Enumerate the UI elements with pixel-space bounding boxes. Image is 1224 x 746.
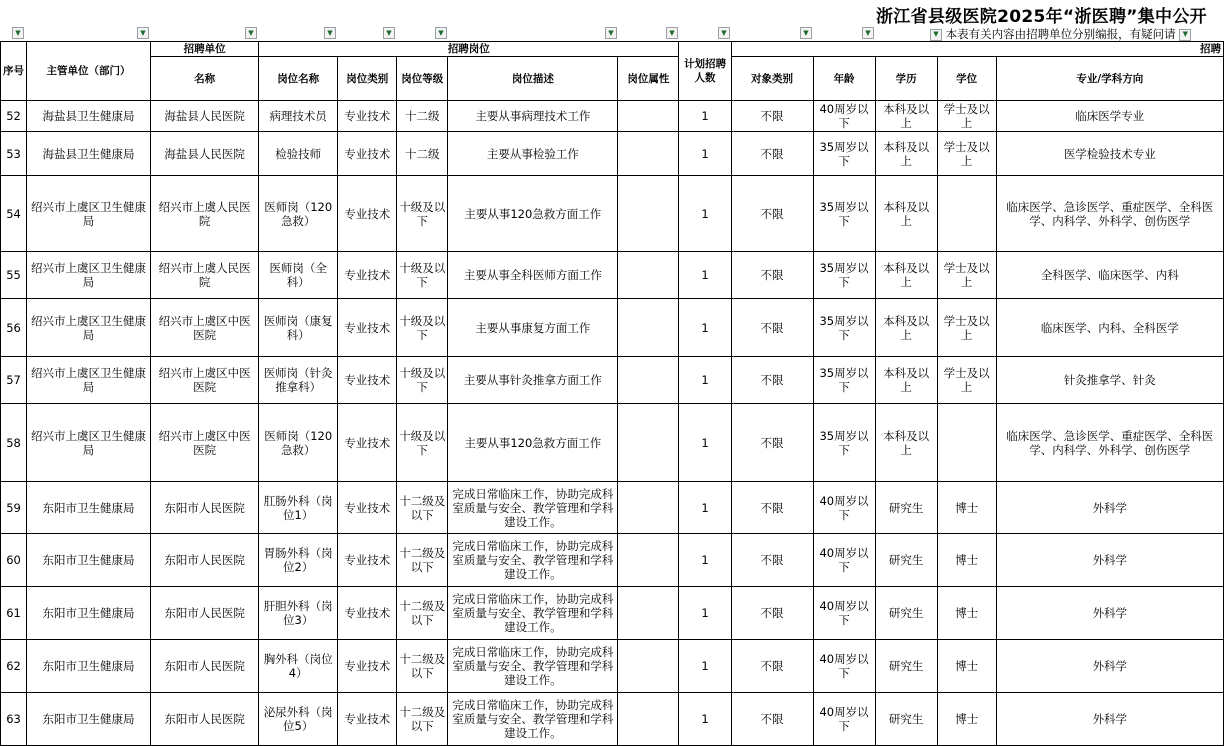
cell-post-type[interactable]: 专业技术: [338, 357, 397, 404]
cell-age[interactable]: 40周岁以下: [813, 640, 875, 693]
cell-degree[interactable]: 博士: [937, 587, 996, 640]
cell-post-attr[interactable]: [618, 252, 679, 299]
cell-major[interactable]: 临床医学专业: [996, 101, 1223, 132]
dropdown-filter-icon[interactable]: ▼: [666, 27, 678, 39]
cell-major[interactable]: 临床医学、内科、全科医学: [996, 299, 1223, 357]
cell-plan-count[interactable]: 1: [679, 299, 731, 357]
cell-plan-count[interactable]: 1: [679, 693, 731, 746]
cell-post-grade[interactable]: 十级及以下: [397, 299, 448, 357]
cell-seq[interactable]: 57: [1, 357, 27, 404]
cell-dept[interactable]: 海盐县卫生健康局: [27, 132, 151, 176]
cell-dept[interactable]: 绍兴市上虞区卫生健康局: [27, 252, 151, 299]
cell-age[interactable]: 35周岁以下: [813, 299, 875, 357]
cell-post-attr[interactable]: [618, 482, 679, 534]
cell-post-type[interactable]: 专业技术: [338, 534, 397, 587]
cell-post-attr[interactable]: [618, 640, 679, 693]
cell-plan-count[interactable]: 1: [679, 404, 731, 482]
cell-dept[interactable]: 东阳市卫生健康局: [27, 693, 151, 746]
cell-post-name[interactable]: 肛肠外科（岗位1）: [259, 482, 338, 534]
cell-plan-count[interactable]: 1: [679, 176, 731, 252]
cell-post-desc[interactable]: 主要从事120急救方面工作: [448, 404, 618, 482]
table-row[interactable]: [1, 587, 1224, 640]
cell-education[interactable]: 本科及以上: [875, 252, 937, 299]
dropdown-filter-icon[interactable]: ▼: [12, 27, 24, 39]
cell-post-attr[interactable]: [618, 132, 679, 176]
cell-plan-count[interactable]: 1: [679, 252, 731, 299]
cell-post-attr[interactable]: [618, 357, 679, 404]
cell-age[interactable]: 35周岁以下: [813, 404, 875, 482]
cell-post-attr[interactable]: [618, 299, 679, 357]
cell-target[interactable]: 不限: [731, 693, 813, 746]
cell-plan-count[interactable]: 1: [679, 482, 731, 534]
cell-plan-count[interactable]: 1: [679, 640, 731, 693]
cell-target[interactable]: 不限: [731, 101, 813, 132]
cell-post-desc[interactable]: 主要从事康复方面工作: [448, 299, 618, 357]
cell-seq[interactable]: 59: [1, 482, 27, 534]
cell-unit-name[interactable]: 绍兴市上虞区中医医院: [151, 357, 259, 404]
cell-post-desc[interactable]: 完成日常临床工作，协助完成科室质量与安全、教学管理和学科建设工作。: [448, 587, 618, 640]
cell-seq[interactable]: 53: [1, 132, 27, 176]
cell-education[interactable]: 研究生: [875, 587, 937, 640]
cell-post-type[interactable]: 专业技术: [338, 176, 397, 252]
cell-seq[interactable]: 56: [1, 299, 27, 357]
cell-age[interactable]: 40周岁以下: [813, 482, 875, 534]
dropdown-filter-icon[interactable]: ▼: [245, 27, 257, 39]
cell-post-type[interactable]: 专业技术: [338, 299, 397, 357]
cell-plan-count[interactable]: 1: [679, 587, 731, 640]
col-header-seq: 序号: [1, 42, 27, 101]
cell-age[interactable]: 35周岁以下: [813, 176, 875, 252]
cell-plan-count[interactable]: 1: [679, 132, 731, 176]
cell-post-grade[interactable]: 十二级及以下: [397, 587, 448, 640]
dropdown-filter-icon[interactable]: ▼: [324, 27, 336, 39]
dropdown-filter-icon[interactable]: ▼: [435, 27, 447, 39]
cell-post-desc[interactable]: 完成日常临床工作，协助完成科室质量与安全、教学管理和学科建设工作。: [448, 693, 618, 746]
dropdown-filter-icon[interactable]: ▼: [137, 27, 149, 39]
col-header-post-attr: 岗位属性: [618, 57, 679, 101]
dropdown-filter-icon[interactable]: ▼: [800, 27, 812, 39]
cell-degree[interactable]: [937, 404, 996, 482]
col-header-education: 学历: [875, 57, 937, 101]
cell-major[interactable]: 医学检验技术专业: [996, 132, 1223, 176]
cell-major[interactable]: 外科学: [996, 482, 1223, 534]
cell-post-desc[interactable]: 主要从事针灸推拿方面工作: [448, 357, 618, 404]
cell-post-name[interactable]: 医师岗（康复科）: [259, 299, 338, 357]
cell-post-grade[interactable]: 十级及以下: [397, 357, 448, 404]
cell-dept[interactable]: 绍兴市上虞区卫生健康局: [27, 299, 151, 357]
cell-post-attr[interactable]: [618, 534, 679, 587]
cell-seq[interactable]: 54: [1, 176, 27, 252]
table-row[interactable]: [1, 132, 1224, 176]
cell-education[interactable]: 本科及以上: [875, 299, 937, 357]
cell-major[interactable]: 外科学: [996, 640, 1223, 693]
cell-degree[interactable]: 博士: [937, 640, 996, 693]
cell-age[interactable]: 40周岁以下: [813, 587, 875, 640]
cell-education[interactable]: 本科及以上: [875, 101, 937, 132]
cell-post-name[interactable]: 胸外科（岗位4）: [259, 640, 338, 693]
cell-post-desc[interactable]: 完成日常临床工作，协助完成科室质量与安全、教学管理和学科建设工作。: [448, 482, 618, 534]
cell-post-attr[interactable]: [618, 101, 679, 132]
cell-degree[interactable]: [937, 176, 996, 252]
cell-post-grade[interactable]: 十级及以下: [397, 176, 448, 252]
table-row[interactable]: [1, 252, 1224, 299]
cell-unit-name[interactable]: 海盐县人民医院: [151, 132, 259, 176]
col-header-post-grade: 岗位等级: [397, 57, 448, 101]
cell-post-name[interactable]: 肝胆外科（岗位3）: [259, 587, 338, 640]
cell-post-name[interactable]: 胃肠外科（岗位2）: [259, 534, 338, 587]
cell-education[interactable]: 研究生: [875, 534, 937, 587]
cell-post-name[interactable]: 医师岗（全科）: [259, 252, 338, 299]
cell-post-type[interactable]: 专业技术: [338, 404, 397, 482]
col-header-post-type: 岗位类别: [338, 57, 397, 101]
dropdown-filter-icon[interactable]: ▼: [930, 29, 942, 41]
cell-unit-name[interactable]: 绍兴市上虞人民医院: [151, 252, 259, 299]
cell-seq[interactable]: 52: [1, 101, 27, 132]
cell-degree[interactable]: 学士及以上: [937, 299, 996, 357]
col-header-major: 专业/学科方向: [996, 57, 1223, 101]
cell-age[interactable]: 35周岁以下: [813, 252, 875, 299]
cell-major[interactable]: 外科学: [996, 587, 1223, 640]
cell-target[interactable]: 不限: [731, 176, 813, 252]
cell-target[interactable]: 不限: [731, 404, 813, 482]
table-row[interactable]: [1, 534, 1224, 587]
dropdown-filter-icon[interactable]: ▼: [383, 27, 395, 39]
cell-degree[interactable]: 博士: [937, 693, 996, 746]
cell-major[interactable]: 全科医学、临床医学、内科: [996, 252, 1223, 299]
table-row[interactable]: [1, 404, 1224, 482]
table-row[interactable]: [1, 176, 1224, 252]
cell-post-desc[interactable]: 完成日常临床工作，协助完成科室质量与安全、教学管理和学科建设工作。: [448, 534, 618, 587]
cell-post-attr[interactable]: [618, 587, 679, 640]
cell-post-type[interactable]: 专业技术: [338, 693, 397, 746]
cell-post-desc[interactable]: 主要从事全科医师方面工作: [448, 252, 618, 299]
table-row[interactable]: [1, 357, 1224, 404]
cell-dept[interactable]: 海盐县卫生健康局: [27, 101, 151, 132]
col-header-age: 年龄: [813, 57, 875, 101]
cell-post-grade[interactable]: 十二级: [397, 101, 448, 132]
cell-age[interactable]: 40周岁以下: [813, 101, 875, 132]
dropdown-filter-icon[interactable]: ▼: [718, 27, 730, 39]
cell-dept[interactable]: 绍兴市上虞区卫生健康局: [27, 404, 151, 482]
cell-age[interactable]: 35周岁以下: [813, 357, 875, 404]
cell-unit-name[interactable]: 东阳市人民医院: [151, 640, 259, 693]
cell-post-name[interactable]: 医师岗（针灸推拿科）: [259, 357, 338, 404]
cell-post-grade[interactable]: 十级及以下: [397, 252, 448, 299]
col-header-dept: 主管单位（部门）: [27, 42, 151, 101]
cell-dept[interactable]: 东阳市卫生健康局: [27, 534, 151, 587]
cell-dept[interactable]: 东阳市卫生健康局: [27, 640, 151, 693]
col-header-plan-count: 计划招聘人数: [679, 42, 731, 101]
cell-seq[interactable]: 58: [1, 404, 27, 482]
cell-post-type[interactable]: 专业技术: [338, 587, 397, 640]
cell-education[interactable]: 研究生: [875, 640, 937, 693]
cell-post-desc[interactable]: 主要从事检验工作: [448, 132, 618, 176]
cell-unit-name[interactable]: 绍兴市上虞区中医医院: [151, 299, 259, 357]
table-row[interactable]: [1, 101, 1224, 132]
cell-plan-count[interactable]: 1: [679, 534, 731, 587]
cell-unit-name[interactable]: 东阳市人民医院: [151, 693, 259, 746]
cell-plan-count[interactable]: 1: [679, 101, 731, 132]
cell-education[interactable]: 本科及以上: [875, 132, 937, 176]
table-body: [1, 101, 1224, 746]
cell-major[interactable]: 临床医学、急诊医学、重症医学、全科医学、内科学、外科学、创伤医学: [996, 404, 1223, 482]
cell-degree[interactable]: 学士及以上: [937, 101, 996, 132]
col-header-target: 对象类别: [731, 57, 813, 101]
cell-dept[interactable]: 绍兴市上虞区卫生健康局: [27, 357, 151, 404]
cell-post-desc[interactable]: 主要从事病理技术工作: [448, 101, 618, 132]
cell-post-desc[interactable]: 完成日常临床工作，协助完成科室质量与安全、教学管理和学科建设工作。: [448, 640, 618, 693]
cell-major[interactable]: 外科学: [996, 693, 1223, 746]
cell-target[interactable]: 不限: [731, 252, 813, 299]
sheet-note: [930, 27, 1224, 41]
cell-post-name[interactable]: 医师岗（120急救）: [259, 176, 338, 252]
cell-post-grade[interactable]: 十二级及以下: [397, 534, 448, 587]
cell-post-type[interactable]: 专业技术: [338, 640, 397, 693]
cell-target[interactable]: 不限: [731, 299, 813, 357]
table-row[interactable]: [1, 640, 1224, 693]
cell-post-grade[interactable]: 十二级及以下: [397, 482, 448, 534]
cell-dept[interactable]: 东阳市卫生健康局: [27, 482, 151, 534]
cell-seq[interactable]: 63: [1, 693, 27, 746]
cell-age[interactable]: 40周岁以下: [813, 534, 875, 587]
cell-post-attr[interactable]: [618, 693, 679, 746]
cell-post-grade[interactable]: 十二级: [397, 132, 448, 176]
cell-major[interactable]: 外科学: [996, 534, 1223, 587]
cell-education[interactable]: 研究生: [875, 482, 937, 534]
cell-post-type[interactable]: 专业技术: [338, 101, 397, 132]
group-header-unit: 招聘单位: [151, 42, 259, 57]
table-row[interactable]: [1, 299, 1224, 357]
col-header-post-name: 岗位名称: [259, 57, 338, 101]
cell-age[interactable]: 40周岁以下: [813, 693, 875, 746]
cell-post-grade[interactable]: 十二级及以下: [397, 640, 448, 693]
cell-degree[interactable]: 博士: [937, 534, 996, 587]
cell-target[interactable]: 不限: [731, 534, 813, 587]
cell-degree[interactable]: 学士及以上: [937, 252, 996, 299]
cell-post-name[interactable]: 病理技术员: [259, 101, 338, 132]
cell-post-attr[interactable]: [618, 404, 679, 482]
cell-post-name[interactable]: 医师岗（120急救）: [259, 404, 338, 482]
cell-post-grade[interactable]: 十级及以下: [397, 404, 448, 482]
cell-target[interactable]: 不限: [731, 482, 813, 534]
cell-seq[interactable]: 61: [1, 587, 27, 640]
dropdown-filter-icon[interactable]: ▼: [862, 27, 874, 39]
cell-target[interactable]: 不限: [731, 587, 813, 640]
cell-major[interactable]: 临床医学、急诊医学、重症医学、全科医学、内科学、外科学、创伤医学: [996, 176, 1223, 252]
cell-post-desc[interactable]: 主要从事120急救方面工作: [448, 176, 618, 252]
group-header-post: 招聘岗位: [259, 42, 679, 57]
cell-seq[interactable]: 60: [1, 534, 27, 587]
cell-post-type[interactable]: 专业技术: [338, 252, 397, 299]
col-header-post-desc: 岗位描述: [448, 57, 618, 101]
col-header-unit-name: 名称: [151, 57, 259, 101]
col-header-degree: 学位: [937, 57, 996, 101]
cell-education[interactable]: 本科及以上: [875, 176, 937, 252]
cell-dept[interactable]: 东阳市卫生健康局: [27, 587, 151, 640]
cell-post-name[interactable]: 泌尿外科（岗位5）: [259, 693, 338, 746]
cell-degree[interactable]: 学士及以上: [937, 357, 996, 404]
cell-dept[interactable]: 绍兴市上虞区卫生健康局: [27, 176, 151, 252]
cell-age[interactable]: 35周岁以下: [813, 132, 875, 176]
cell-post-type[interactable]: 专业技术: [338, 482, 397, 534]
cell-target[interactable]: 不限: [731, 640, 813, 693]
cell-post-attr[interactable]: [618, 176, 679, 252]
cell-education[interactable]: 本科及以上: [875, 357, 937, 404]
cell-post-name[interactable]: 检验技师: [259, 132, 338, 176]
cell-target[interactable]: 不限: [731, 132, 813, 176]
cell-plan-count[interactable]: 1: [679, 357, 731, 404]
cell-unit-name[interactable]: 海盐县人民医院: [151, 101, 259, 132]
cell-major[interactable]: 针灸推拿学、针灸: [996, 357, 1223, 404]
dropdown-filter-icon[interactable]: ▼: [605, 27, 617, 39]
cell-education[interactable]: 研究生: [875, 693, 937, 746]
table-row[interactable]: [1, 693, 1224, 746]
cell-degree[interactable]: 博士: [937, 482, 996, 534]
cell-degree[interactable]: 学士及以上: [937, 132, 996, 176]
note-text: 本表有关内容由招聘单位分别编报，有疑问请: [945, 27, 1176, 41]
cell-education[interactable]: 本科及以上: [875, 404, 937, 482]
cell-unit-name[interactable]: 绍兴市上虞区中医医院: [151, 404, 259, 482]
sheet-title: 浙江省县级医院2025年“浙医聘”集中公开: [876, 7, 1207, 27]
cell-post-type[interactable]: 专业技术: [338, 132, 397, 176]
cell-seq[interactable]: 55: [1, 252, 27, 299]
cell-seq[interactable]: 62: [1, 640, 27, 693]
cell-unit-name[interactable]: 东阳市人民医院: [151, 534, 259, 587]
cell-unit-name[interactable]: 东阳市人民医院: [151, 482, 259, 534]
group-header-req: 招聘: [731, 42, 1224, 57]
cell-unit-name[interactable]: 绍兴市上虞人民医院: [151, 176, 259, 252]
cell-target[interactable]: 不限: [731, 357, 813, 404]
cell-unit-name[interactable]: 东阳市人民医院: [151, 587, 259, 640]
dropdown-filter-icon[interactable]: ▼: [1179, 29, 1191, 41]
cell-post-grade[interactable]: 十二级及以下: [397, 693, 448, 746]
recruitment-table: [0, 41, 1224, 746]
table-row[interactable]: [1, 482, 1224, 534]
